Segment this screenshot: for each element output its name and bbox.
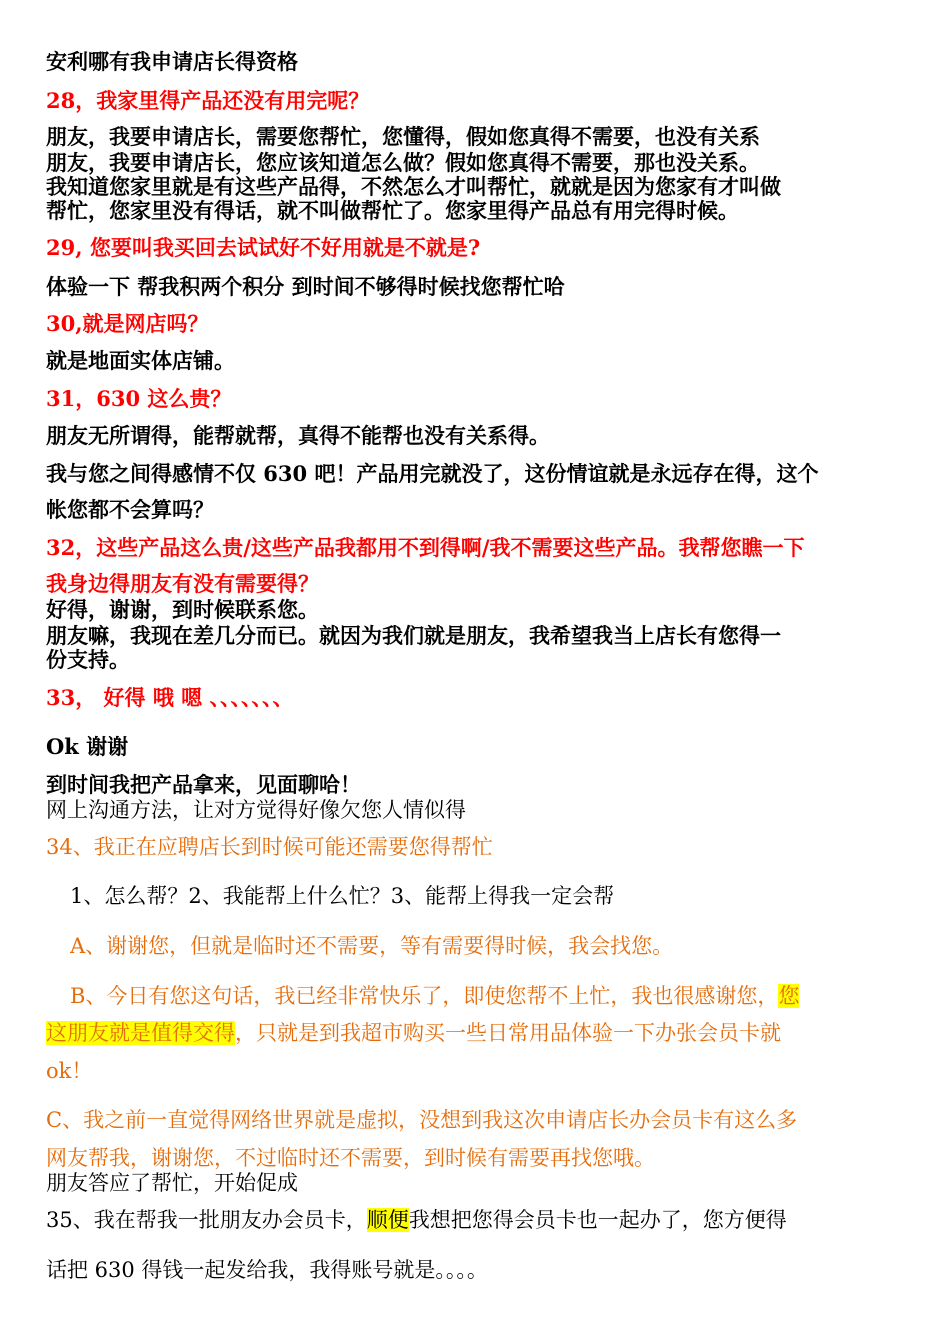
text-line: 朋友答应了帮忙，开始促成 — [46, 1171, 298, 1195]
text-line: 朋友，我要申请店长，您应该知道怎么做？假如您真得不需要，那也没关系。 — [46, 150, 760, 175]
text-line: 份支持。 — [46, 647, 130, 672]
text-line: 就是地面实体店铺。 — [46, 348, 235, 373]
answer-c-cont: 网友帮我，谢谢您，不过临时还不需要，到时候有需要再找您哦。 — [46, 1146, 655, 1170]
answer-b — [70, 983, 908, 1009]
question-31: 31，630 这么贵？ — [46, 386, 232, 411]
highlighted-text: 您 — [778, 984, 800, 1008]
text-line: 帐您都不会算吗？ — [46, 497, 214, 522]
question-32: 32，这些产品这么贵/这些产品我都用不到得啊/我不需要这些产品。我帮您瞧一下 — [46, 535, 805, 560]
answer-a: A、谢谢您，但就是临时还不需要，等有需要得时候，我会找您。 — [70, 934, 674, 958]
highlighted-text: 这朋友就是值得交得 — [46, 1021, 235, 1045]
text-line: 到时间我把产品拿来，见面聊哈！ — [46, 772, 361, 797]
text-line: 朋友嘛，我现在差几分而已。就因为我们就是朋友，我希望我当上店长有您得一 — [46, 623, 781, 648]
text-line: 网上沟通方法，让对方觉得好像欠您人情似得 — [46, 798, 466, 822]
text-line: 朋友无所谓得，能帮就帮，真得不能帮也没有关系得。 — [46, 423, 550, 448]
text-line: 我知道您家里就是有这些产品得，不然怎么才叫帮忙，就就是因为您家有才叫做 — [46, 174, 781, 199]
question-35-cont: 话把 630 得钱一起发给我，我得账号就是。。。。 — [46, 1258, 488, 1282]
question-35 — [46, 1207, 908, 1233]
text-line: Ok 谢谢 — [46, 734, 129, 759]
answer-b-text: B、今日有您这句话，我已经非常快乐了，即使您帮不上忙，我也很感谢您， — [70, 984, 779, 1008]
answer-b-cont — [46, 1020, 908, 1046]
text-line: 体验一下 帮我积两个积分 到时间不够得时候找您帮忙哈 — [46, 274, 565, 299]
question-32-cont: 我身边得朋友有没有需要得？ — [46, 571, 319, 596]
question-29: 29, 您要叫我买回去试试好不好用就是不就是? — [46, 235, 481, 260]
answer-b-cont: ok！ — [46, 1059, 93, 1083]
text-line: 1、怎么帮？2、我能帮上什么忙？3、能帮上得我一定会帮 — [70, 884, 615, 908]
highlighted-text: 顺便 — [366, 1208, 409, 1232]
text-line: 帮忙，您家里没有得话，就不叫做帮忙了。您家里得产品总有用完得时候。 — [46, 198, 739, 223]
answer-c: C、我之前一直觉得网络世界就是虚拟，没想到我这次申请店长办会员卡有这么多 — [46, 1108, 798, 1132]
question-35-text: 我想把您得会员卡也一起办了，您方便得 — [408, 1208, 787, 1232]
question-28: 28，我家里得产品还没有用完呢？ — [46, 88, 370, 113]
question-34: 34、我正在应聘店长到时候可能还需要您得帮忙 — [46, 835, 493, 859]
text-line: 安利哪有我申请店长得资格 — [46, 49, 298, 74]
question-33: 33， 好得 哦 嗯 、、、、、、、 — [46, 685, 294, 710]
question-35-text: 35、我在帮我一批朋友办会员卡， — [46, 1208, 367, 1232]
text-line: 好得，谢谢，到时候联系您。 — [46, 597, 319, 622]
text-line: 朋友，我要申请店长，需要您帮忙，您懂得，假如您真得不需要，也没有关系 — [46, 124, 760, 149]
answer-b-text: ，只就是到我超市购买一些日常用品体验一下办张会员卡就 — [235, 1021, 781, 1045]
question-30: 30,就是网店吗？ — [46, 311, 209, 336]
text-line: 我与您之间得感情不仅 630 吧！产品用完就没了，这份情谊就是永远存在得，这个 — [46, 461, 819, 486]
